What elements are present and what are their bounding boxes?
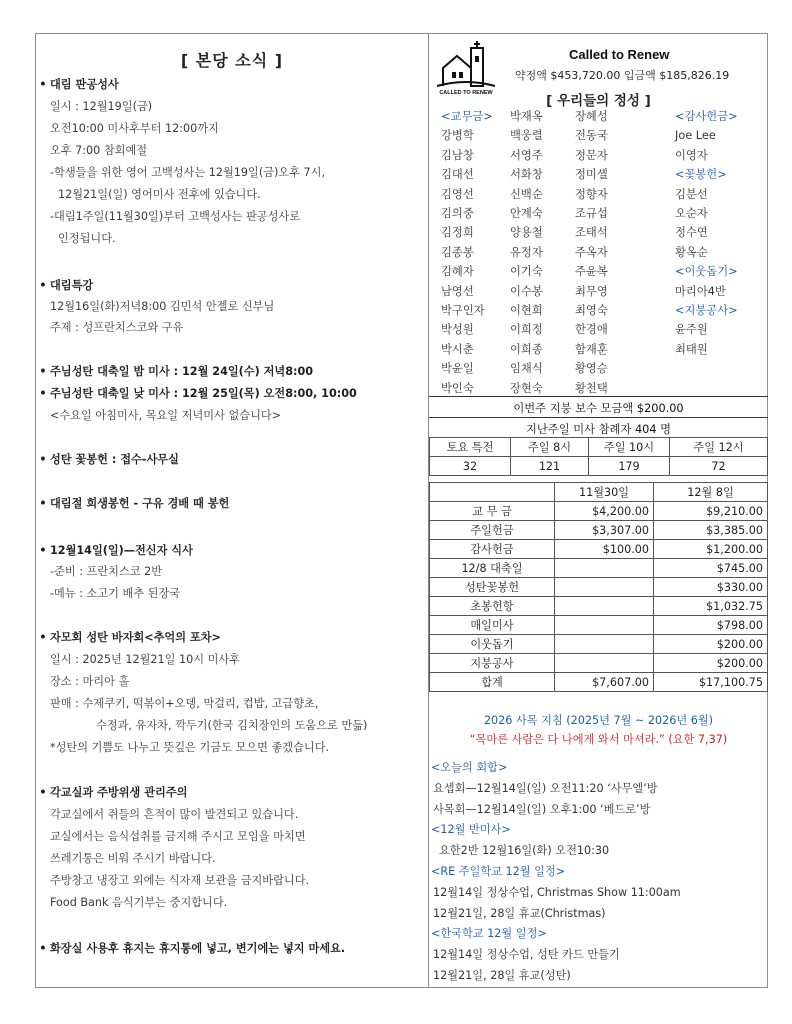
news-text: 각교실과 주방위생 관리주의 [50, 786, 188, 799]
offering-label: 매일미사 [430, 616, 555, 635]
offering-amount: $17,100.75 [654, 673, 768, 692]
news-heading [36, 942, 428, 956]
bullet-icon: • [39, 453, 47, 466]
schedule-line: 12월21일, 28일 휴교(성탄) [433, 969, 571, 982]
offering-amount [555, 616, 654, 635]
offering-amount: $4,200.00 [555, 502, 654, 521]
table-row [430, 502, 768, 521]
offering-amount [555, 578, 654, 597]
donor-name: 조규섭 [575, 207, 608, 220]
news-text: 성탄 꽃봉헌 : 접수-사무실 [50, 453, 179, 466]
attendance-value: 72 [670, 457, 768, 476]
offering-amount: $1,200.00 [654, 540, 768, 559]
schedule-line: 12월21일, 28일 휴교(Christmas) [433, 906, 606, 920]
news-text: 12월16일(화)저녁8:00 김민석 안젤로 신부님 [50, 300, 275, 313]
campaign-amounts: 약정액 $453,720.00 입금액 $185,826.19 [515, 69, 730, 82]
news-heading [36, 631, 428, 645]
news-text: -학생들을 위한 영어 고백성사는 12월19일(금)오후 7시, [50, 166, 326, 179]
table-row [430, 457, 768, 476]
news-text: 일시 : 2025년 12월21일 10시 미사후 [50, 653, 240, 666]
offering-amount: $7,607.00 [555, 673, 654, 692]
news-text: 대림절 희생봉헌 - 구유 경배 때 봉헌 [50, 497, 230, 510]
pastoral-verse: “목마른 사람은 다 나에게 와서 마셔라.” (요한 7,37) [469, 733, 728, 746]
parish-news-title: [ 본당 소식 ] [180, 51, 284, 70]
donor-name: 김남창 [441, 148, 474, 162]
news-heading [36, 544, 428, 558]
bullet-icon: • [39, 78, 47, 91]
bullet-icon: • [39, 365, 47, 378]
news-line [36, 122, 442, 136]
news-heading [36, 279, 428, 293]
news-text: 오후 7:00 참회예절 [50, 144, 148, 157]
news-text: 주제 : 성프란치스코와 구유 [50, 321, 184, 334]
news-text: 화장실 사용후 휴지는 휴지통에 넣고, 변기에는 넣지 마세요. [50, 942, 346, 955]
donor-name: 김대선 [441, 168, 474, 182]
donor-name: 김분선 [675, 187, 708, 201]
donor-name: 주윤복 [575, 265, 608, 279]
attendance-value: 121 [511, 457, 589, 476]
offering-label: 교 무 금 [430, 502, 555, 521]
bullet-icon: • [39, 786, 47, 799]
divider-line [429, 396, 768, 397]
bullet-icon: • [39, 942, 47, 955]
donor-name: 장혜성 [575, 110, 608, 123]
attendance-value: 179 [589, 457, 670, 476]
news-text: 각교실에서 쥐들의 흔적이 많이 발견되고 있습니다. [50, 808, 299, 821]
news-heading [36, 497, 428, 511]
news-heading [36, 387, 428, 401]
donor-name: 황천택 [575, 381, 608, 395]
attendance-header: 토요 특전 [430, 438, 511, 457]
news-heading [36, 453, 428, 467]
mass-attendance-total: 지난주일 미사 참례자 404 명 [525, 423, 672, 436]
offering-label: 합계 [430, 673, 555, 692]
offering-label: 감사헌금 [430, 540, 555, 559]
divider-line [429, 417, 768, 418]
roof-fund-total: 이번주 지붕 보수 모금액 $200.00 [513, 402, 684, 415]
table-row [430, 597, 768, 616]
donor-name: 안계숙 [510, 207, 543, 220]
donor-name: 김의중 [441, 207, 474, 220]
table-row [430, 521, 768, 540]
offering-amount [555, 635, 654, 654]
donor-name: 전동국 [575, 129, 608, 143]
offering-date: 12월 8일 [654, 483, 768, 502]
offering-date: 11월30일 [555, 483, 654, 502]
donor-name: 김혜자 [441, 265, 474, 279]
bullet-icon: • [39, 279, 47, 292]
donor-name: 박성원 [441, 323, 474, 337]
news-heading [36, 78, 428, 92]
bullet-icon: • [39, 631, 47, 644]
donor-category: <교무금> [441, 110, 493, 123]
donor-category: <지붕공사> [675, 304, 738, 317]
news-line [36, 852, 442, 866]
news-line [36, 874, 442, 888]
news-text: -메뉴 : 소고기 배추 된장국 [50, 587, 181, 600]
donor-name: 박시춘 [441, 342, 474, 356]
table-row [430, 578, 768, 597]
news-text: 오전10:00 미사후부터 12:00까지 [50, 122, 219, 135]
news-text: 주방창고 냉장고 외에는 식자재 보관을 금지바랍니다. [50, 874, 310, 887]
schedule-line: 요셉회—12월14일(일) 오전11:20 ‘사무엘’방 [433, 781, 658, 795]
donor-name: 이희정 [510, 323, 543, 337]
news-line [36, 409, 442, 423]
donor-name: 남영선 [441, 284, 474, 298]
news-line [36, 565, 442, 579]
offering-amount [555, 597, 654, 616]
schedule-heading: <RE 주일학교 12월 일정> [431, 865, 566, 878]
offering-label-header [430, 483, 555, 502]
offering-amount: $745.00 [654, 559, 768, 578]
news-line [36, 321, 442, 335]
offering-amount: $9,210.00 [654, 502, 768, 521]
donor-name: 이수봉 [510, 284, 543, 298]
donor-name: 서영주 [510, 148, 543, 162]
schedule-line: 12월14일 정상수업, 성탄 카드 만들기 [433, 948, 620, 962]
table-row [430, 635, 768, 654]
attendance-header: 주일 8시 [511, 438, 589, 457]
donor-name: 오순자 [675, 207, 708, 220]
news-line [36, 741, 442, 755]
donor-name: 박구인자 [441, 304, 485, 317]
donor-name: 정수연 [675, 226, 708, 240]
news-line [36, 896, 442, 910]
news-text: -준비 : 프란치스코 2반 [50, 565, 163, 578]
offering-amount [555, 654, 654, 673]
offering-label: 초봉헌항 [430, 597, 555, 616]
offering-label: 이웃돕기 [430, 635, 555, 654]
donor-name: 신백순 [510, 187, 543, 201]
bullet-icon: • [39, 497, 47, 510]
campaign-title: Called to Renew [569, 47, 670, 62]
news-text: 주님성탄 대축일 밤 미사 : 12월 24일(수) 저녁8:00 [50, 365, 314, 378]
offering-amount: $100.00 [555, 540, 654, 559]
donor-name: 김영선 [441, 187, 474, 201]
offering-amount: $798.00 [654, 616, 768, 635]
news-line [36, 808, 442, 822]
donor-name: 장현숙 [510, 381, 543, 395]
schedule-heading: <오늘의 회합> [431, 761, 508, 774]
donor-name: 이현희 [510, 304, 543, 317]
offering-label: 지붕공사 [430, 654, 555, 673]
church-logo-icon [435, 40, 497, 96]
news-text: 쓰레기통은 비워 주시기 바랍니다. [50, 852, 216, 865]
donor-name: 이희종 [510, 342, 543, 356]
table-row [430, 673, 768, 692]
donor-name: 윤주원 [675, 323, 708, 337]
donor-name: 서화창 [510, 168, 543, 182]
table-row [430, 616, 768, 635]
table-row [430, 654, 768, 673]
news-text: 자모회 성탄 바자회<추억의 포차> [50, 631, 221, 644]
donor-name: 마리아4반 [675, 284, 726, 298]
donor-name: 백웅렬 [510, 129, 543, 143]
donor-category: <이웃돕기> [675, 265, 738, 279]
donor-name: 이기숙 [510, 265, 543, 279]
news-text: -대림1주일(11월30일)부터 고백성사는 판공성사로 [50, 210, 300, 223]
news-text: 교실에서는 음식섭취를 금지해 주시고 모임을 마치면 [50, 830, 306, 843]
bullet-icon: • [39, 544, 47, 557]
bullet-icon: • [39, 387, 47, 400]
news-text: 인정됩니다. [58, 232, 116, 245]
donor-name: 주옥자 [575, 245, 608, 259]
donor-name: 이영자 [675, 148, 708, 162]
offerings-table [429, 482, 768, 692]
news-text: 주님성탄 대축일 낮 미사 : 12월 25일(목) 오전8:00, 10:00 [50, 387, 357, 400]
news-line [36, 166, 442, 180]
donor-name: 한경애 [575, 323, 608, 337]
offering-amount: $1,032.75 [654, 597, 768, 616]
donor-name: 정향자 [575, 187, 608, 201]
news-line [36, 100, 442, 114]
offering-label: 성탄꽃봉헌 [430, 578, 555, 597]
gifts-title: [ 우리들의 정성 ] [546, 93, 651, 109]
donor-name: 정미셸 [575, 168, 608, 182]
news-heading [36, 786, 428, 800]
news-line [36, 210, 442, 224]
donor-name: 임채식 [510, 362, 543, 376]
donor-name: 양용철 [510, 226, 543, 240]
parish-news-column [36, 34, 428, 987]
donor-category: <감사헌금> [675, 110, 738, 123]
attendance-table [429, 437, 768, 476]
news-line [36, 719, 488, 733]
table-row [430, 540, 768, 559]
news-line [36, 830, 442, 844]
news-text: 12월21일(일) 영어미사 전후에 있습니다. [58, 188, 261, 201]
news-line [36, 675, 442, 689]
donor-name: 함재훈 [575, 342, 608, 356]
donor-name: 김정희 [441, 226, 474, 240]
offering-amount: $200.00 [654, 654, 768, 673]
news-text: 12월14일(일)—전신자 식사 [50, 544, 193, 557]
donor-name: 유정자 [510, 245, 543, 259]
news-line [36, 697, 442, 711]
schedule-line: 요한2반 12월16일(화) 오전10:30 [439, 844, 610, 858]
news-text: 대림특강 [50, 279, 94, 292]
news-line [36, 144, 442, 158]
news-heading [36, 365, 428, 379]
news-text: 수정과, 유자차, 깍두기(한국 김치장인의 도움으로 만듦) [96, 719, 368, 732]
donor-name: 김종봉 [441, 245, 474, 259]
schedule-heading: <12월 반미사> [431, 823, 511, 837]
news-text: 일시 : 12월19일(금) [50, 100, 153, 113]
attendance-value: 32 [430, 457, 511, 476]
news-line [36, 653, 442, 667]
news-line [36, 232, 450, 246]
schedule-line: 사목회—12월14일(일) 오후1:00 ‘베드로’방 [433, 802, 651, 816]
news-text: <수요일 아침미사, 목요일 저녁미사 없습니다> [50, 409, 282, 422]
offering-label: 12/8 대축일 [430, 559, 555, 578]
news-text: 대림 판공성사 [50, 78, 119, 91]
table-row [430, 438, 768, 457]
offering-label: 주일헌금 [430, 521, 555, 540]
offering-amount: $200.00 [654, 635, 768, 654]
offering-amount: $330.00 [654, 578, 768, 597]
donor-name: 황옥순 [675, 245, 708, 259]
offering-amount: $3,307.00 [555, 521, 654, 540]
donor-name: 강병학 [441, 129, 474, 143]
attendance-header: 주일 10시 [589, 438, 670, 457]
donor-name: 황영승 [575, 362, 608, 376]
pastoral-guideline-title: 2026 사목 지침 (2025년 7월 ~ 2026년 6월) [483, 714, 714, 727]
donor-name: 최무영 [575, 284, 608, 298]
table-row [430, 559, 768, 578]
news-line [36, 300, 442, 314]
donor-name: 정문자 [575, 148, 608, 162]
donor-name: 박윤일 [441, 362, 474, 376]
news-text: Food Bank 음식기부는 중지합니다. [50, 896, 228, 909]
attendance-header: 주일 12시 [670, 438, 768, 457]
schedule-line: 12월14일 정상수업, Christmas Show 11:00am [433, 885, 681, 899]
donor-name: 조태석 [575, 226, 608, 240]
news-text: 장소 : 마리아 홀 [50, 675, 130, 688]
news-line [36, 188, 450, 202]
donor-name: 최영숙 [575, 304, 608, 317]
news-text: 판매 : 수제쿠키, 떡볶이+오뎅, 막걸리, 컵밥, 고급향초, [50, 697, 319, 710]
offering-amount [555, 559, 654, 578]
table-row [430, 483, 768, 502]
offering-amount: $3,385.00 [654, 521, 768, 540]
donor-name: 박인숙 [441, 381, 474, 395]
news-line [36, 587, 442, 601]
donor-category: <꽃봉헌> [675, 168, 727, 182]
news-text: *성탄의 기쁨도 나누고 뜻깊은 기금도 모으면 좋겠습니다. [50, 741, 330, 754]
schedule-heading: <한국학교 12월 일정> [431, 927, 547, 941]
donor-name: 최태원 [675, 342, 708, 356]
donor-name: 박재옥 [510, 110, 543, 123]
right-column [429, 34, 768, 987]
donor-name: Joe Lee [675, 129, 716, 143]
logo-text: CALLED TO RENEW [439, 90, 493, 96]
